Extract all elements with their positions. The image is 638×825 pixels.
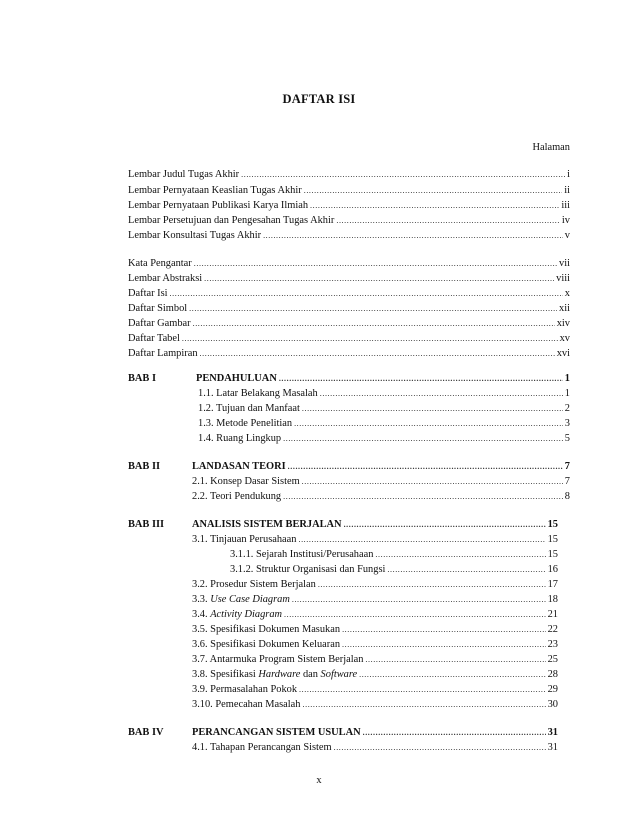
toc-entry[interactable] <box>128 258 570 272</box>
toc-entry-page: x <box>564 288 570 299</box>
toc-entry-page: 7 <box>564 476 570 487</box>
toc-entry-page: xii <box>559 303 570 314</box>
toc-entry-text: 3.9. Permasalahan Pokok <box>192 684 298 695</box>
leader-dots <box>292 595 546 604</box>
leader-dots <box>303 700 546 709</box>
leader-dots <box>283 492 563 501</box>
leader-dots <box>288 462 563 471</box>
leader-dots <box>342 640 546 649</box>
toc-entry-text: 1.1. Latar Belakang Masalah <box>198 388 318 399</box>
chapter-entry[interactable] <box>196 373 570 387</box>
toc-entry-text: 3.4. Activity Diagram <box>192 609 283 620</box>
toc-entry-page: xvi <box>556 348 570 359</box>
toc-entry-page: 5 <box>564 433 570 444</box>
toc-entry-text: 3.5. Spesifikasi Dokumen Masukan <box>192 624 341 635</box>
toc-entry-text: Lembar Persetujuan dan Pengesahan Tugas Akhir <box>128 215 335 226</box>
toc-entry-page: 30 <box>547 699 558 710</box>
toc-entry-page: 29 <box>547 684 558 695</box>
leader-dots <box>375 550 545 559</box>
leader-dots <box>204 274 554 283</box>
toc-entry-text: Daftar Gambar <box>128 318 191 329</box>
toc-entry[interactable] <box>128 185 570 199</box>
leader-dots <box>263 231 563 240</box>
toc-entry-page: iii <box>561 200 570 211</box>
toc-entry-page: xiv <box>556 318 570 329</box>
leader-dots <box>320 389 563 398</box>
toc-entry-page: vii <box>559 258 570 269</box>
toc-entry-page: 31 <box>547 742 558 753</box>
leader-dots <box>304 186 563 195</box>
toc-entry-text: 3.1. Tinjauan Perusahaan <box>192 534 297 545</box>
chapter-page: 7 <box>564 461 570 472</box>
toc-entry[interactable] <box>128 215 570 229</box>
leader-dots <box>284 610 546 619</box>
chapter-entry[interactable] <box>192 727 558 741</box>
chapter-page: 31 <box>547 727 558 738</box>
chapter-title: ANALISIS SISTEM BERJALAN <box>192 519 342 530</box>
toc-entry-text: 3.2. Prosedur Sistem Berjalan <box>192 579 316 590</box>
toc-entry-page: 16 <box>547 564 558 575</box>
chapter-entry[interactable] <box>192 519 558 533</box>
page-title: DAFTAR ISI <box>282 92 356 106</box>
toc-entry[interactable] <box>198 433 570 447</box>
leader-dots <box>365 655 545 664</box>
italic-term: Hardware <box>258 669 301 680</box>
toc-entry-text: Lembar Pernyataan Keaslian Tugas Akhir <box>128 185 302 196</box>
toc-entry[interactable] <box>128 230 570 244</box>
toc-entry[interactable] <box>128 303 570 317</box>
chapter-label: BAB I <box>128 373 157 384</box>
leader-dots <box>193 319 555 328</box>
italic-term: Use Case Diagram <box>210 594 290 605</box>
toc-entry-text: 3.1.1. Sejarah Institusi/Perusahaan <box>230 549 374 560</box>
toc-entry-text: Kata Pengantar <box>128 258 192 269</box>
toc-entry[interactable] <box>192 609 558 623</box>
leader-dots <box>279 374 563 383</box>
leader-dots <box>344 520 546 529</box>
chapter-label: BAB II <box>128 461 161 472</box>
toc-entry-page: 21 <box>547 609 558 620</box>
leader-dots <box>363 728 546 737</box>
toc-entry[interactable] <box>128 318 570 332</box>
toc-entry-page: 18 <box>547 594 558 605</box>
toc-entry-page: ii <box>564 185 570 196</box>
halaman-label: Halaman <box>532 142 570 153</box>
toc-entry-text: 1.4. Ruang Lingkup <box>198 433 282 444</box>
toc-entry[interactable] <box>128 333 570 347</box>
toc-entry-text: Lembar Abstraksi <box>128 273 203 284</box>
chapter-label: BAB III <box>128 519 165 530</box>
toc-entry-text: Lembar Pernyataan Publikasi Karya Ilmiah <box>128 200 309 211</box>
toc-entry-page: 25 <box>547 654 558 665</box>
leader-dots <box>294 419 563 428</box>
toc-entry[interactable] <box>192 684 558 698</box>
toc-entry-text: 2.2. Teori Pendukung <box>192 491 282 502</box>
toc-entry-text: 1.3. Metode Penelitian <box>198 418 293 429</box>
toc-entry-page: 15 <box>547 534 558 545</box>
toc-entry-page: 15 <box>547 549 558 560</box>
toc-entry[interactable] <box>128 200 570 214</box>
leader-dots <box>241 170 565 179</box>
toc-entry[interactable] <box>192 624 558 638</box>
toc-entry-text: 4.1. Tahapan Perancangan Sistem <box>192 742 332 753</box>
toc-entry-page: 2 <box>564 403 570 414</box>
toc-entry-text: Lembar Konsultasi Tugas Akhir <box>128 230 262 241</box>
toc-entry[interactable] <box>192 491 570 505</box>
toc-entry[interactable] <box>198 403 570 417</box>
leader-dots <box>299 685 546 694</box>
toc-entry-page: 3 <box>564 418 570 429</box>
toc-entry[interactable] <box>192 579 558 593</box>
toc-entry-page: v <box>564 230 570 241</box>
leader-dots <box>318 580 546 589</box>
leader-dots <box>359 670 546 679</box>
toc-entry[interactable] <box>192 534 558 548</box>
leader-dots <box>283 434 563 443</box>
toc-entry-text: 1.2. Tujuan dan Manfaat <box>198 403 300 414</box>
leader-dots <box>182 334 558 343</box>
toc-entry[interactable] <box>198 388 570 402</box>
italic-term: Software <box>320 669 358 680</box>
toc-entry[interactable] <box>192 594 558 608</box>
chapter-page: 1 <box>564 373 570 384</box>
leader-dots <box>310 201 559 210</box>
toc-entry-page: 8 <box>564 491 570 502</box>
toc-entry-text: Daftar Isi <box>128 288 168 299</box>
toc-entry-page: iv <box>561 215 570 226</box>
toc-entry-text: Lembar Judul Tugas Akhir <box>128 169 240 180</box>
toc-entry[interactable] <box>128 348 570 362</box>
toc-entry[interactable] <box>128 288 570 302</box>
toc-entry-page: 28 <box>547 669 558 680</box>
leader-dots <box>194 259 557 268</box>
toc-entry-text: 3.3. Use Case Diagram <box>192 594 290 605</box>
toc-entry[interactable] <box>192 654 558 668</box>
leader-dots <box>298 535 545 544</box>
leader-dots <box>302 404 563 413</box>
toc-entry-page: 17 <box>547 579 558 590</box>
toc-entry[interactable] <box>230 564 558 578</box>
toc-entry-page: viii <box>556 273 570 284</box>
toc-entry-text: 3.10. Pemecahan Masalah <box>192 699 301 710</box>
toc-entry[interactable] <box>230 549 558 563</box>
toc-entry-page: 22 <box>547 624 558 635</box>
toc-entry-text: Daftar Simbol <box>128 303 188 314</box>
page-number: x <box>316 775 322 786</box>
toc-entry-text: 2.1. Konsep Dasar Sistem <box>192 476 300 487</box>
toc-entry[interactable] <box>192 669 558 683</box>
toc-entry-page: 23 <box>547 639 558 650</box>
toc-entry-page: xv <box>559 333 570 344</box>
toc-entry-text: 3.1.2. Struktur Organisasi dan Fungsi <box>230 564 386 575</box>
toc-entry-text: Daftar Lampiran <box>128 348 198 359</box>
leader-dots <box>200 349 555 358</box>
toc-entry-text: 3.6. Spesifikasi Dokumen Keluaran <box>192 639 341 650</box>
toc-entry-page: 1 <box>564 388 570 399</box>
leader-dots <box>170 289 563 298</box>
toc-entry[interactable] <box>128 169 570 183</box>
toc-entry[interactable] <box>192 699 558 713</box>
italic-term: Activity Diagram <box>210 609 283 620</box>
chapter-title: LANDASAN TEORI <box>192 461 286 472</box>
toc-entry[interactable] <box>128 273 570 287</box>
toc-entry[interactable] <box>192 742 558 756</box>
leader-dots <box>387 565 545 574</box>
toc-entry[interactable] <box>192 639 558 653</box>
leader-dots <box>336 216 560 225</box>
toc-entry-page: i <box>567 169 570 180</box>
leader-dots <box>302 477 563 486</box>
toc-entry-text: 3.7. Antarmuka Program Sistem Berjalan <box>192 654 364 665</box>
chapter-title: PERANCANGAN SISTEM USULAN <box>192 727 361 738</box>
chapter-title: PENDAHULUAN <box>196 373 277 384</box>
chapter-page: 15 <box>547 519 558 530</box>
leader-dots <box>334 743 546 752</box>
chapter-label: BAB IV <box>128 727 164 738</box>
toc-entry-text: 3.8. Spesifikasi Hardware dan Software <box>192 669 358 680</box>
chapter-entry[interactable] <box>192 461 570 475</box>
toc-entry-text: Daftar Tabel <box>128 333 180 344</box>
toc-entry[interactable] <box>198 418 570 432</box>
leader-dots <box>189 304 557 313</box>
toc-entry[interactable] <box>192 476 570 490</box>
leader-dots <box>342 625 546 634</box>
